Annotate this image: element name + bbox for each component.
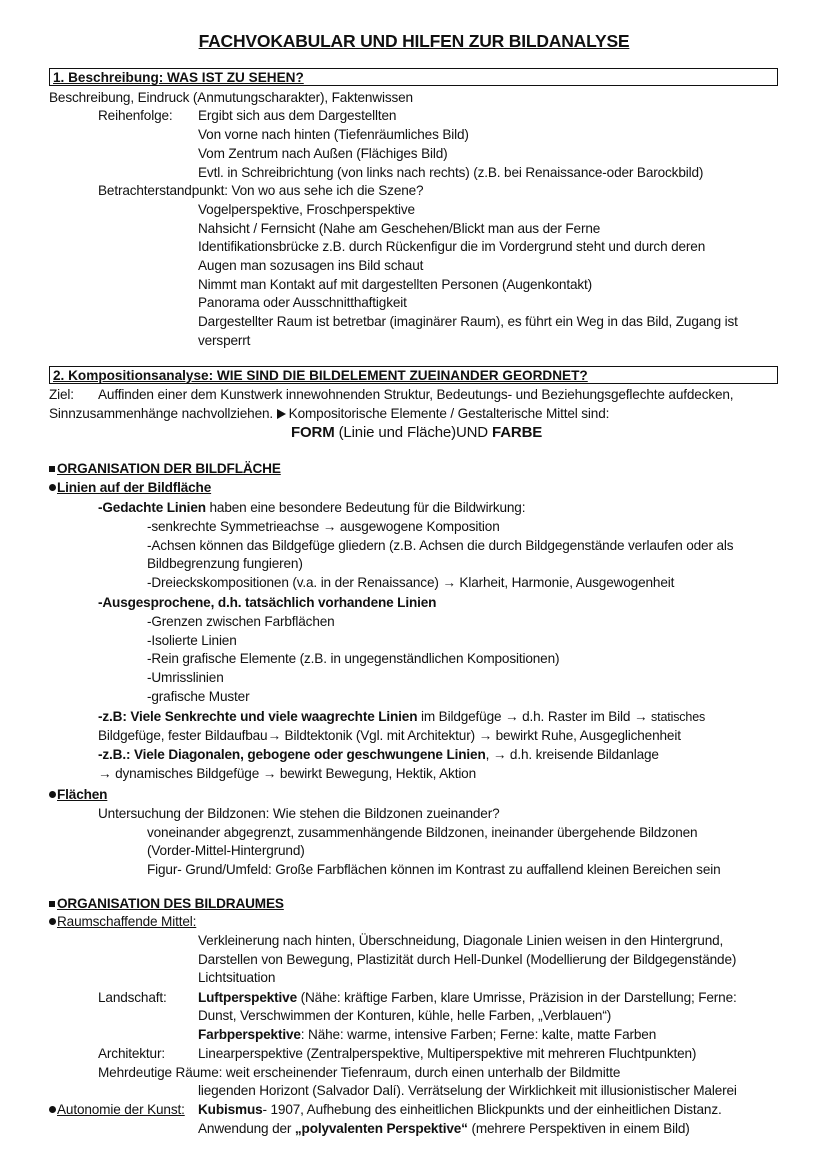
section-1-heading: 1. Beschreibung: WAS IST ZU SEHEN? [49, 68, 778, 86]
farbperspektive-line: Farbperspektive: Nähe: warme, intensive Farben; Ferne: kalte, matte Farben [198, 1027, 657, 1042]
luftperspektive-line-2: Dunst, Verschwimmen der Konturen, kühle, helle Farben, „Verblauen“) [198, 1008, 612, 1023]
section-2-heading: 2. Kompositionsanalyse: WIE SIND DIE BILDELEMENT ZUEINANDER GEORDNET? [49, 366, 778, 384]
betrachter-item: Identifikationsbrücke z.B. durch Rückenfigur die im Vordergrund steht und durch deren [198, 239, 706, 254]
ziel-line-1: Auffinden einer dem Kunstwerk innewohnenden Struktur, Bedeutungs- und Beziehungsgeflechte aufdecken, [98, 387, 734, 402]
zb1-line-2: Bildgefüge, fester Bildaufbau→ Bildtektonik (Vgl. mit Architektur) → bewirkt Ruhe, Ausgeglichenheit [98, 728, 681, 743]
ausgesprochen-item: -Grenzen zwischen Farbflächen [147, 614, 335, 629]
s1-intro: Beschreibung, Eindruck (Anmutungscharakter), Faktenwissen [49, 90, 413, 105]
raum-item: Darstellen von Bewegung, Plastizität durch Hell-Dunkel (Modellierung der Bildgegenstände) [198, 952, 737, 967]
reihenfolge-item: Evtl. in Schreibrichtung (von links nach rechts) (z.B. bei Renaissance-oder Barockbild) [198, 165, 704, 180]
betrachter-item: Vogelperspektive, Froschperspektive [198, 202, 415, 217]
betrachter-heading: Betrachterstandpunkt: Von wo aus sehe ich die Szene? [98, 183, 424, 198]
ausgesprochene-linien-line: -Ausgesprochene, d.h. tatsächlich vorhandene Linien [98, 595, 437, 610]
raum-item: Verkleinerung nach hinten, Überschneidung, Diagonale Linien weisen in den Hintergrund, [198, 933, 724, 948]
ziel-line-2 [49, 405, 609, 423]
flaechen-item: Figur- Grund/Umfeld: Große Farbflächen können im Kontrast zu auffallend kleinen Bereichen sein [147, 862, 721, 877]
dot-bullet-icon [49, 484, 56, 491]
square-bullet-icon [49, 466, 55, 472]
gedachte-item: -Dreieckskompositionen (v.a. in der Renaissance) → Klarheit, Harmonie, Ausgewogenheit [147, 575, 675, 590]
square-bullet-icon [49, 901, 55, 907]
form-label: FORM [291, 424, 335, 441]
zb2-line-2: → dynamisches Bildgefüge → bewirkt Bewegung, Hektik, Aktion [98, 766, 477, 781]
page-title: FACHVOKABULAR UND HILFEN ZUR BILDANALYSE [198, 31, 630, 51]
ausgesprochen-item: -Rein grafische Elemente (z.B. in ungegenständlichen Kompositionen) [147, 651, 560, 666]
farbe-label: FARBE [492, 424, 543, 441]
flaechen-intro: Untersuchung der Bildzonen: Wie stehen die Bildzonen zueinander? [98, 806, 500, 821]
zb2-line: -z.B.: Viele Diagonalen, gebogene oder geschwungene Linien, → d.h. kreisende Bildanlage [98, 747, 659, 762]
triangle-right-icon [277, 409, 286, 419]
luftperspektive-line: Luftperspektive (Nähe: kräftige Farben, klare Umrisse, Präzision in der Darstellung; Ferne: [198, 990, 737, 1005]
reihenfolge-item: Vom Zentrum nach Außen (Flächiges Bild) [198, 146, 448, 161]
autonomie-line: Autonomie der Kunst: [49, 1101, 185, 1119]
kubismus-line: Kubismus- 1907, Aufhebung des einheitlichen Blickpunkts und der einheitlichen Distanz. [198, 1102, 722, 1117]
dot-bullet-icon [49, 1106, 56, 1113]
reihenfolge-label: Reihenfolge: [98, 108, 173, 123]
flaechen-heading: Flächen [49, 786, 107, 804]
anwendung-line: Anwendung der „polyvalenten Perspektive“ (mehrere Perspektiven in einem Bild) [198, 1121, 690, 1136]
betrachter-item: Panorama oder Ausschnitthaftigkeit [198, 295, 407, 310]
gedachte-item: -Achsen können das Bildgefüge gliedern (z.B. Achsen die durch Bildgegenstände verlaufen oder als [147, 538, 734, 553]
form-mid: (Linie und Fläche)UND [334, 424, 493, 441]
org-bildraum-heading: ORGANISATION DES BILDRAUMES [49, 895, 284, 913]
betrachter-item: Nahsicht / Fernsicht (Nahe am Geschehen/Blickt man aus der Ferne [198, 221, 601, 236]
reihenfolge-item: Ergibt sich aus dem Dargestellten [198, 108, 397, 123]
flaechen-item: (Vorder-Mittel-Hintergrund) [147, 843, 305, 858]
gedachte-linien-line: -Gedachte Linien haben eine besondere Bedeutung für die Bildwirkung: [98, 500, 526, 515]
linien-heading: Linien auf der Bildfläche [49, 479, 211, 497]
dot-bullet-icon [49, 918, 56, 925]
architektur-label: Architektur: [98, 1046, 165, 1061]
ausgesprochen-item: -Isolierte Linien [147, 633, 237, 648]
raumschaffende-heading: Raumschaffende Mittel: [49, 913, 196, 931]
org-bildflaeche-heading: ORGANISATION DER BILDFLÄCHE [49, 460, 281, 478]
mehrdeutige-raeume: Mehrdeutige Räume: weit erscheinender Tiefenraum, durch einen unterhalb der Bildmitte [98, 1065, 621, 1080]
ausgesprochen-item: -Umrisslinien [147, 670, 224, 685]
landschaft-label: Landschaft: [98, 990, 167, 1005]
architektur-text: Linearperspektive (Zentralperspektive, Multiperspektive mit mehreren Fluchtpunkten) [198, 1046, 697, 1061]
betrachter-item: Dargestellter Raum ist betretbar (imaginärer Raum), es führt ein Weg in das Bild, Zugang ist [198, 314, 738, 329]
ziel-line-2a: Sinnzusammenhänge nachvollziehen. [49, 406, 274, 421]
ziel-label: Ziel: [49, 387, 74, 402]
zb1-line: -z.B: Viele Senkrechte und viele waagrechte Linien im Bildgefüge → d.h. Raster im Bild → statisches [98, 709, 706, 724]
form-farbe-line [291, 424, 542, 442]
raum-item: Lichtsituation [198, 970, 276, 985]
flaechen-item: voneinander abgegrenzt, zusammenhängende Bildzonen, ineinander übergehende Bildzonen [147, 825, 698, 840]
ziel-line-2b: Kompositorische Elemente / Gestalterische Mittel sind: [288, 406, 610, 421]
betrachter-item: versperrt [198, 333, 251, 348]
gedachte-item: Bildbegrenzung fungieren) [147, 556, 303, 571]
reihenfolge-item: Von vorne nach hinten (Tiefenräumliches Bild) [198, 127, 469, 142]
ausgesprochen-item: -grafische Muster [147, 689, 250, 704]
betrachter-item: Augen man sozusagen ins Bild schaut [198, 258, 424, 273]
gedachte-item: -senkrechte Symmetrieachse → ausgewogene Komposition [147, 519, 500, 534]
dot-bullet-icon [49, 791, 56, 798]
mehrdeutige-raeume-line-2: liegenden Horizont (Salvador Dalí). Verrätselung der Wirklichkeit mit illusionistischer Malerei [198, 1083, 737, 1098]
betrachter-item: Nimmt man Kontakt auf mit dargestellten Personen (Augenkontakt) [198, 277, 593, 292]
